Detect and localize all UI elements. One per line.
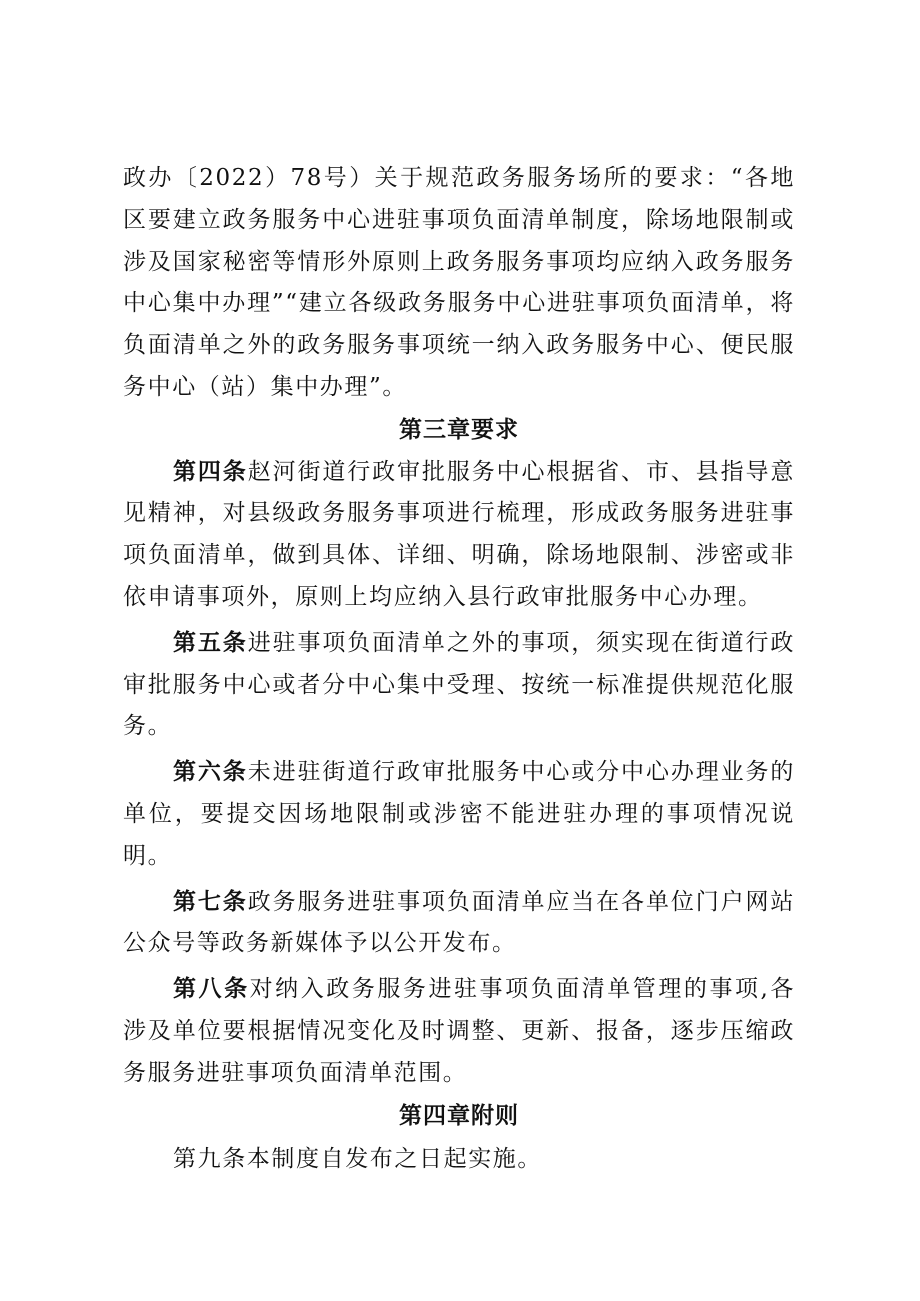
article-6-label: 第六条 [173, 758, 248, 786]
document-page [123, 158, 795, 1181]
chapter-3-heading: 第三章要求 [399, 415, 519, 443]
article-7 [123, 881, 795, 966]
article-8 [123, 968, 795, 1094]
article-7-text: 政务服务进驻事项负面清单应当在各单位门户网站公众号等政务新媒体予以公开发布。 [123, 888, 795, 957]
article-5 [123, 622, 795, 748]
article-7-label: 第七条 [173, 887, 248, 915]
article-6-text: 未进驻街道行政审批服务中心或分中心办理业务的单位，要提交因场地限制或涉密不能进驻办理的事项情况说明。 [123, 759, 795, 869]
article-5-text: 进驻事项负面清单之外的事项，须实现在街道行政审批服务中心或者分中心集中受理、按统一标准提供规范化服务。 [123, 629, 795, 740]
article-8-text: 对纳入政务服务进驻事项负面清单管理的事项,各涉及单位要根据情况变化及时调整、更新、报备，逐步压缩政务服务进驻事项负面清单范围。 [123, 976, 795, 1086]
article-5-label: 第五条 [173, 628, 248, 656]
article-4-text: 赵河街道行政审批服务中心根据省、市、县指导意见精神，对县级政务服务事项进行梳理，形成政务服务进驻事项负面清单，做到具体、详细、明确，除场地限制、涉密或非依申请事项外，原则上均应纳入县行政审批服务中心办理。 [123, 458, 795, 610]
article-4-label: 第四条 [173, 457, 248, 485]
article-4 [123, 451, 795, 619]
intro-paragraph: 政办〔2022）78号）关于规范政务服务场所的要求：“各地区要建立政务服务中心进驻事项负面清单制度，除场地限制或涉及国家秘密等情形外原则上政务服务事项均应纳入政务服务中心集中办理”“建立各级政务服务中心进驻事项负面清单，将负面清单之外的政务服务事项统一纳入政务服务中心、便民服务中心（站）集中办理”。 [123, 165, 795, 400]
article-8-label: 第八条 [173, 975, 250, 1003]
article-6 [123, 751, 795, 877]
chapter-4-heading: 第四章附则 [399, 1101, 519, 1129]
article-9: 第九条本制度自发布之日起实施。 [173, 1146, 542, 1173]
